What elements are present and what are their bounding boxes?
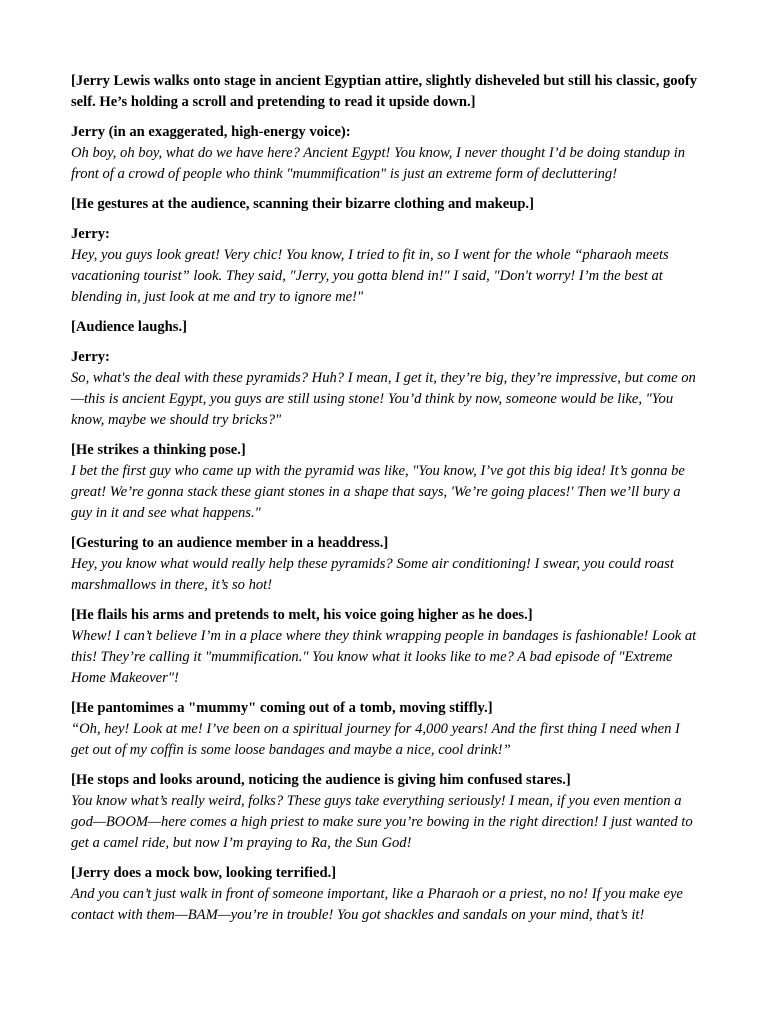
dialogue-line: And you can’t just walk in front of someone important, like a Pharaoh or a priest, no no! If you make eye contact with them—BAM—you’re in trouble! You got shackles and sandals on your mind, that’s it! [71,886,683,923]
stage-direction-block [71,194,701,215]
stage-direction: [He stops and looks around, noticing the audience is giving him confused stares.] [71,772,571,788]
speaker-label: Jerry: [71,226,110,242]
dialogue-line: Hey, you know what would really help these pyramids? Some air conditioning! I swear, you could roast marshmallows in there, it’s so hot! [71,556,674,593]
stage-direction: [He gestures at the audience, scanning their bizarre clothing and makeup.] [71,196,534,212]
script-page [71,71,701,935]
dialogue-block [71,533,701,596]
dialogue-line: Oh boy, oh boy, what do we have here? Ancient Egypt! You know, I never thought I’d be doing standup in front of a crowd of people who think "mummification" is just an extreme form of decluttering! [71,145,686,182]
stage-direction: [Audience laughs.] [71,319,187,335]
dialogue-line: I bet the first guy who came up with the pyramid was like, "You know, I’ve got this big idea! It’s gonna be great! We’re gonna stack these giant stones in a shape that says, 'We’re going places!' Then we’ll bury a guy in it and see what happens." [71,463,685,521]
dialogue-block [71,224,701,308]
dialogue-line: You know what’s really weird, folks? These guys take everything seriously! I mean, if you even mention a god—BOOM—here comes a high priest to make sure you’re bowing in the right direction! I just wanted to get a camel ride, but now I’m praying to Ra, the Sun God! [71,793,693,851]
stage-direction: [Jerry Lewis walks onto stage in ancient Egyptian attire, slightly disheveled but still his classic, goofy self. He’s holding a scroll and pretending to read it upside down.] [71,73,698,110]
dialogue-line: So, what's the deal with these pyramids? Huh? I mean, I get it, they’re big, they’re impressive, but come on—this is ancient Egypt, you guys are still using stone! You’d think by now, someone would be like, "You know, maybe we should try bricks?" [71,370,696,428]
stage-direction: [Jerry does a mock bow, looking terrified.] [71,865,337,881]
speaker-label: Jerry: [71,349,110,365]
stage-direction: [Gesturing to an audience member in a headdress.] [71,535,389,551]
dialogue-block [71,698,701,761]
stage-direction: [He flails his arms and pretends to melt, his voice going higher as he does.] [71,607,533,623]
stage-direction-block [71,71,701,113]
dialogue-line: Whew! I can’t believe I’m in a place where they think wrapping people in bandages is fashionable! Look at this! They’re calling it "mummification." You know what it looks like to me? A bad episode of "Extreme Home Makeover"! [71,628,697,686]
dialogue-block [71,440,701,524]
dialogue-block [71,863,701,926]
dialogue-block [71,605,701,689]
stage-direction-block [71,317,701,338]
stage-direction: [He strikes a thinking pose.] [71,442,246,458]
speaker-label: Jerry (in an exaggerated, high-energy voice): [71,124,351,140]
dialogue-block [71,122,701,185]
dialogue-block [71,770,701,854]
dialogue-line: “Oh, hey! Look at me! I’ve been on a spiritual journey for 4,000 years! And the first thing I need when I get out of my coffin is some loose bandages and maybe a nice, cool drink!” [71,721,680,758]
dialogue-line: Hey, you guys look great! Very chic! You know, I tried to fit in, so I went for the whole “pharaoh meets vacationing tourist” look. They said, "Jerry, you gotta blend in!" I said, "Don't worry! I’m the best at blending in, just look at me and try to ignore me!" [71,247,669,305]
stage-direction: [He pantomimes a "mummy" coming out of a tomb, moving stiffly.] [71,700,493,716]
dialogue-block [71,347,701,431]
